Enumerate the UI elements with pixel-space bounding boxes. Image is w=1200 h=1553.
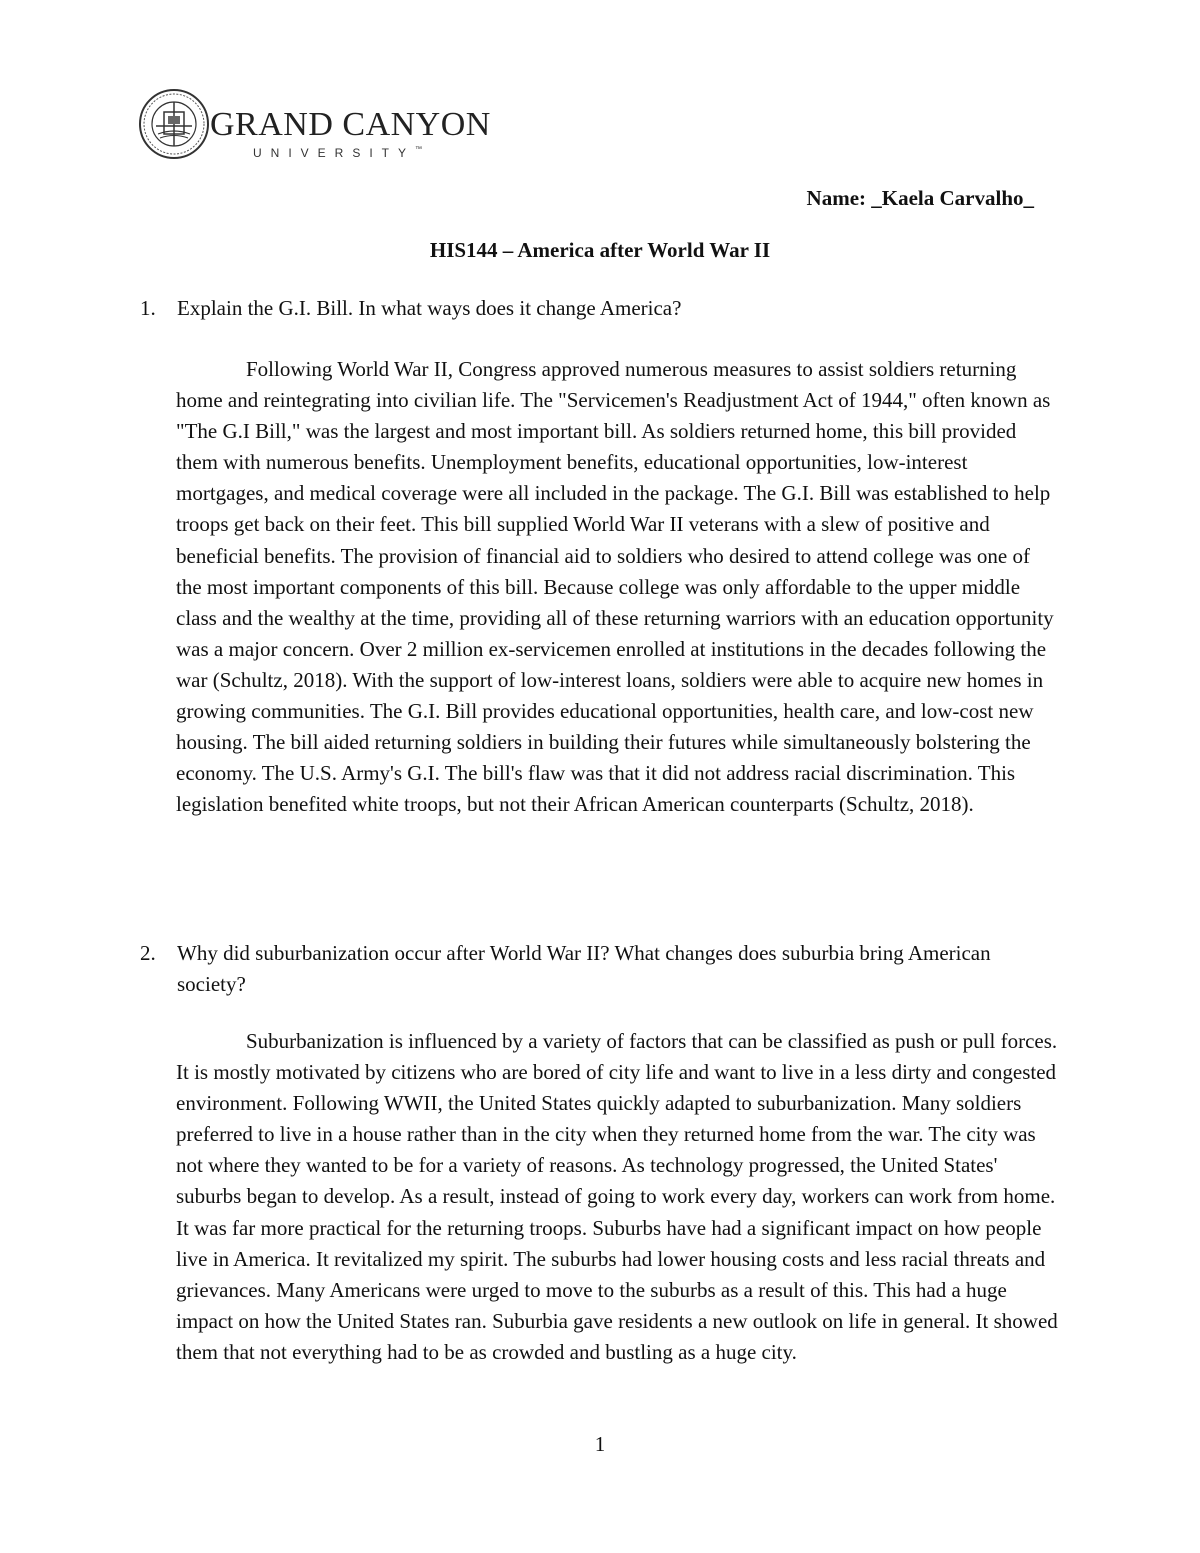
question-prompt: Explain the G.I. Bill. In what ways does it change America? — [177, 296, 682, 320]
question-number: 2. — [140, 941, 156, 965]
student-name: Name: _Kaela Carvalho_ — [806, 186, 1034, 210]
question-number: 1. — [140, 296, 156, 320]
university-logo — [138, 88, 491, 163]
answer-2: Suburbanization is influenced by a variety of factors that can be classified as push or pull forces. It is mostly motivated by citizens who are bored of city life and want to live in a less dirty and congested environment. Following WWII, the United States quickly adapted to suburbanization. Many soldiers preferred to live in a house rather than in the city when they returned home from the war. The city was not where they wanted to be for a variety of reasons. As technology progressed, the United States' suburbs began to develop. As a result, instead of going to work every day, workers can work from home. It was far more practical for the returning troops. Suburbs have had a significant impact on how people live in America. It revitalized my spirit. The suburbs had lower housing costs and less racial threats and grievances. Many Americans were urged to move to the suburbs as a result of this. This had a huge impact on how the United States ran. Suburbia gave residents a new outlook on life in general. It showed them that not everything had to be as crowded and bustling as a huge city. — [176, 1029, 1058, 1364]
logo-subtitle — [253, 146, 422, 160]
page-number: 1 — [594, 1432, 606, 1456]
question-prompt: Why did suburbanization occur after World War II? What changes does suburbia bring American society? — [177, 941, 991, 996]
logo-subtitle-text: UNIVERSITY — [253, 146, 416, 160]
document-title: HIS144 – America after World War II — [429, 238, 771, 262]
logo-trademark: ™ — [415, 146, 423, 153]
logo-wordmark: GRAND CANYON — [210, 106, 491, 143]
answer-1: Following World War II, Congress approved numerous measures to assist soldiers returning home and reintegrating into civilian life. The "Servicemen's Readjustment Act of 1944," often known as "The G.I Bill," was the largest and most important bill. As soldiers returned home, this bill provided them with numerous benefits. Unemployment benefits, educational opportunities, low-interest mortgages, and medical coverage were all included in the package. The G.I. Bill was established to help troops get back on their feet. This bill supplied World War II veterans with a slew of positive and beneficial benefits. The provision of financial aid to soldiers who desired to attend college was one of the most important components of this bill. Because college was only affordable to the upper middle class and the wealthy at the time, providing all of these returning warriors with an education opportunity was a major concern. Over 2 million ex-servicemen enrolled at institutions in the decades following the war (Schultz, 2018). With the support of low-interest loans, soldiers were able to acquire new homes in growing communities. The G.I. Bill provides educational opportunities, health care, and low-cost new housing. The bill aided returning soldiers in building their futures while simultaneously bolstering the economy. The U.S. Army's G.I. The bill's flaw was that it did not address racial discrimination. This legislation benefited white troops, but not their African American counterparts (Schultz, 2018). — [176, 357, 1054, 817]
university-seal-icon — [138, 88, 210, 160]
